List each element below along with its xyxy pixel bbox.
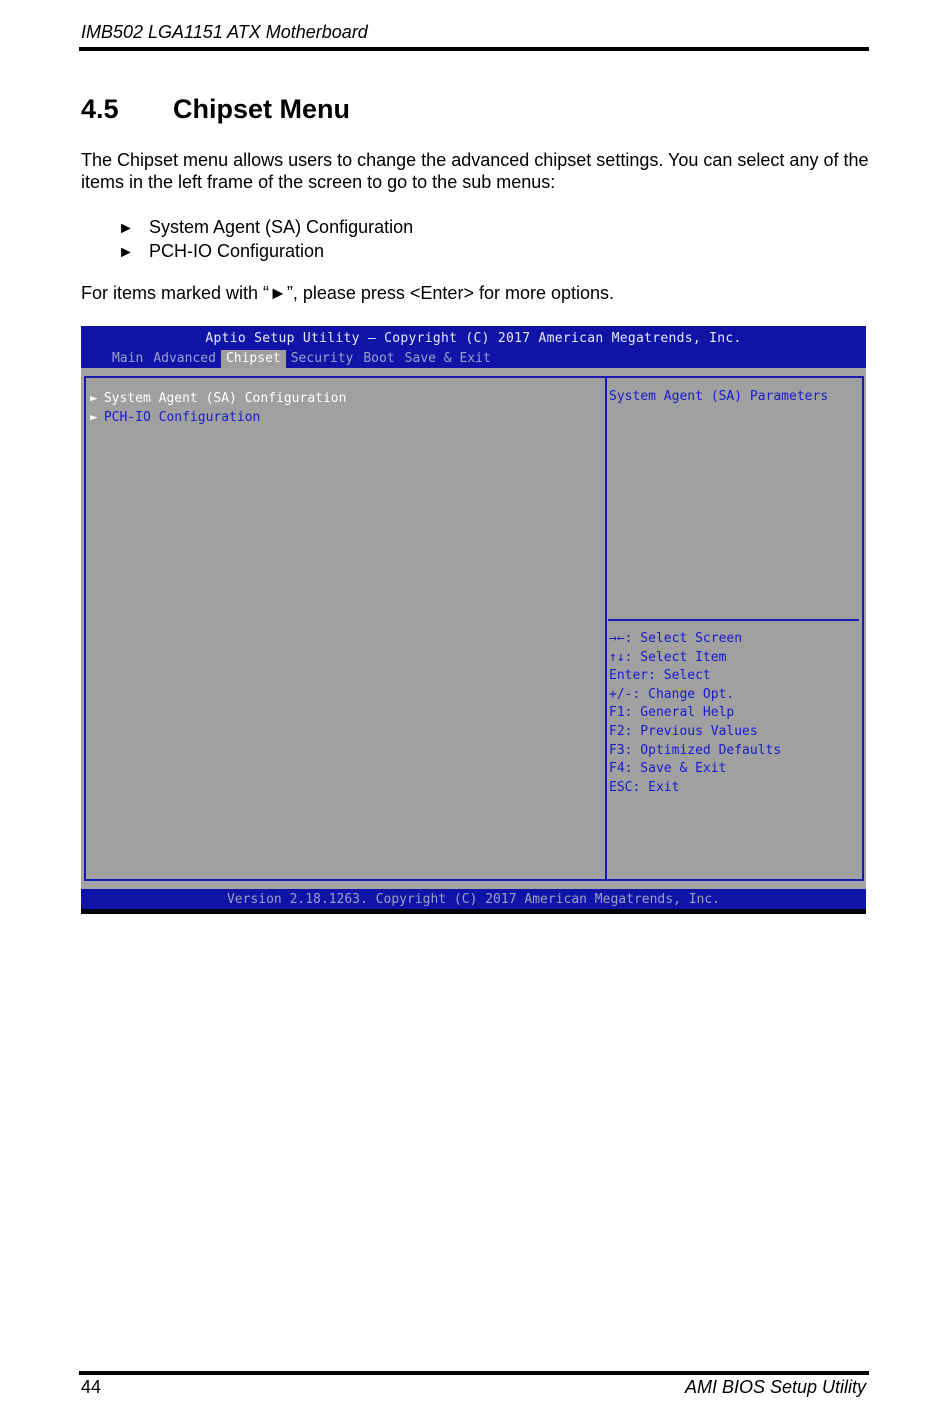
key-hint: F2: Previous Values — [609, 723, 758, 739]
key-hint: ↑↓: Select Item — [609, 649, 727, 665]
submenu-arrow-icon: ► — [90, 391, 98, 406]
page-number: 44 — [81, 1377, 102, 1397]
arrow-icon: ► — [118, 244, 134, 261]
running-header: IMB502 LGA1151 ATX Motherboard — [81, 22, 368, 42]
list-item — [118, 216, 413, 240]
key-hint: →←: Select Screen — [609, 631, 743, 646]
section-number: 4.5 — [81, 94, 119, 124]
intro-paragraph: The Chipset menu allows users to change the advanced chipset settings. You can select any of the items in the left frame of the screen to go to the sub menus: — [81, 150, 869, 192]
tab-advanced[interactable]: Advanced — [153, 351, 216, 366]
key-hint: +/-: Change Opt. — [609, 686, 735, 702]
tab-boot[interactable]: Boot — [363, 351, 395, 366]
tab-save-exit[interactable]: Save & Exit — [404, 351, 491, 366]
bios-tab-bar — [107, 350, 496, 368]
tab-security[interactable]: Security — [290, 351, 354, 366]
list-item-text: System Agent (SA) Configuration — [149, 217, 414, 237]
enter-note: For items marked with “►”, please press <Enter> for more options. — [81, 283, 615, 303]
bios-status-bar — [81, 889, 866, 914]
bios-screenshot — [81, 326, 866, 914]
key-hint: ESC: Exit — [609, 779, 680, 795]
arrow-icon: ► — [118, 220, 134, 237]
key-hint: F4: Save & Exit — [609, 761, 727, 777]
menu-item-label: System Agent (SA) Configuration — [103, 391, 347, 406]
header-rule — [79, 47, 869, 51]
bios-title: Aptio Setup Utility – Copyright (C) 2017 American Megatrends, Inc. — [205, 331, 742, 346]
running-footer: AMI BIOS Setup Utility — [684, 1377, 866, 1397]
bios-bottom-edge — [81, 909, 866, 914]
bios-help-text: System Agent (SA) Parameters — [609, 389, 829, 404]
menu-item-system-agent[interactable] — [90, 389, 346, 408]
key-hint: F1: General Help — [609, 705, 735, 721]
tab-main[interactable]: Main — [112, 351, 144, 366]
submenu-list — [118, 216, 413, 264]
tab-chipset[interactable]: Chipset — [221, 350, 286, 368]
key-hint: F3: Optimized Defaults — [609, 742, 782, 758]
bios-help-divider — [608, 619, 859, 621]
list-item — [118, 240, 413, 264]
bios-main-frame — [84, 376, 864, 881]
menu-item-pch-io[interactable] — [90, 408, 346, 427]
footer-rule — [79, 1371, 869, 1375]
bios-version-text: Version 2.18.1263. Copyright (C) 2017 American Megatrends, Inc. — [226, 892, 721, 907]
menu-item-label: PCH-IO Configuration — [103, 410, 261, 425]
list-item-text: PCH-IO Configuration — [149, 241, 325, 261]
bios-panel-divider — [605, 378, 607, 879]
bios-key-legend — [609, 630, 781, 797]
section-heading — [81, 94, 350, 125]
section-title: Chipset Menu — [173, 94, 351, 124]
bios-menu-list — [90, 389, 346, 427]
submenu-arrow-icon: ► — [90, 410, 98, 425]
bios-title-bar — [81, 326, 866, 368]
key-hint: Enter: Select — [609, 668, 711, 684]
